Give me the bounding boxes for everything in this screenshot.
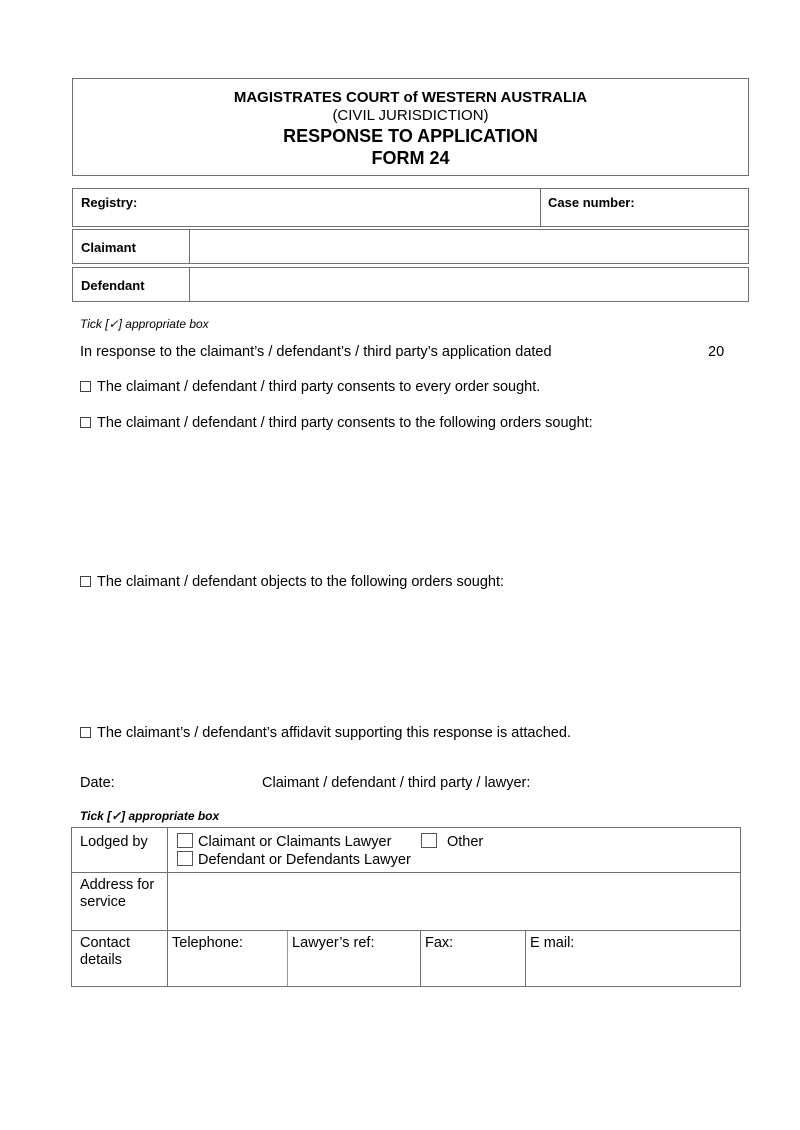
defendant-row [72,267,749,302]
form-header [72,78,749,176]
date-label: Date: [80,775,115,791]
year-prefix: 20 [708,344,725,360]
checkbox[interactable] [177,833,193,848]
lodged-by-other[interactable] [421,833,483,851]
telephone-field[interactable] [168,931,287,986]
lodged-by-label: Lodged by [80,834,148,850]
response-statement: In response to the claimant’s / defendant’s / third party’s application dated [80,344,552,360]
contact-label [80,935,130,969]
lawyers-ref-label: Lawyer’s ref: [292,935,375,951]
form-number: FORM 24 [371,148,450,168]
case-number-label: Case number: [548,195,635,210]
defendant-label: Defendant [81,278,145,293]
email-label: E mail: [530,935,575,951]
option-label: The claimant’s / defendant’s affidavit supporting this response is attached. [97,725,571,741]
option-consents-all[interactable] [80,379,540,395]
option-label: Other [447,834,484,850]
option-label: The claimant / defendant objects to the following orders sought: [97,574,505,590]
court-name: MAGISTRATES COURT of WESTERN AUSTRALIA [233,89,588,106]
lodged-by-defendant[interactable] [177,851,411,869]
telephone-label: Telephone: [172,935,243,951]
form-title: RESPONSE TO APPLICATION [283,126,538,146]
checkbox[interactable] [421,833,437,848]
case-number-field[interactable] [541,189,748,226]
address-field[interactable] [168,873,740,930]
option-label: Claimant or Claimants Lawyer [198,834,392,850]
address-label [80,877,154,911]
option-label: The claimant / defendant / third party consents to the following orders sought: [97,415,593,431]
tick-instruction: Tick [✓] appropriate box [80,317,209,331]
option-objects-following[interactable] [80,574,504,590]
claimant-field[interactable] [190,230,748,263]
claimant-label: Claimant [81,240,136,255]
lawyers-ref-field[interactable] [288,931,420,986]
option-consents-following[interactable] [80,415,593,431]
option-label: Defendant or Defendants Lawyer [198,852,411,868]
checkbox[interactable] [177,851,193,866]
defendant-field[interactable] [190,268,748,301]
address-label-line1: Address for [80,877,155,893]
address-label-line2: service [80,894,126,910]
email-field[interactable] [526,931,740,986]
fax-label: Fax: [425,935,454,951]
lodgement-table [71,827,741,987]
checkbox[interactable] [80,576,91,587]
checkbox[interactable] [80,727,91,738]
checkbox[interactable] [80,381,91,392]
option-label: The claimant / defendant / third party consents to every order sought. [97,379,541,395]
checkbox[interactable] [80,417,91,428]
registry-label: Registry: [81,195,138,210]
jurisdiction: (CIVIL JURISDICTION) [332,107,489,124]
lodged-by-claimant[interactable] [177,833,391,851]
signatory-label: Claimant / defendant / third party / lawyer: [262,775,531,791]
contact-label-line1: Contact [80,935,130,951]
claimant-row [72,229,749,264]
tick-instruction-lodgement: Tick [✓] appropriate box [80,809,220,823]
option-affidavit-attached[interactable] [80,725,571,741]
contact-label-line2: details [80,952,122,968]
registry-row [72,188,749,227]
fax-field[interactable] [421,931,525,986]
registry-field[interactable] [73,189,540,226]
